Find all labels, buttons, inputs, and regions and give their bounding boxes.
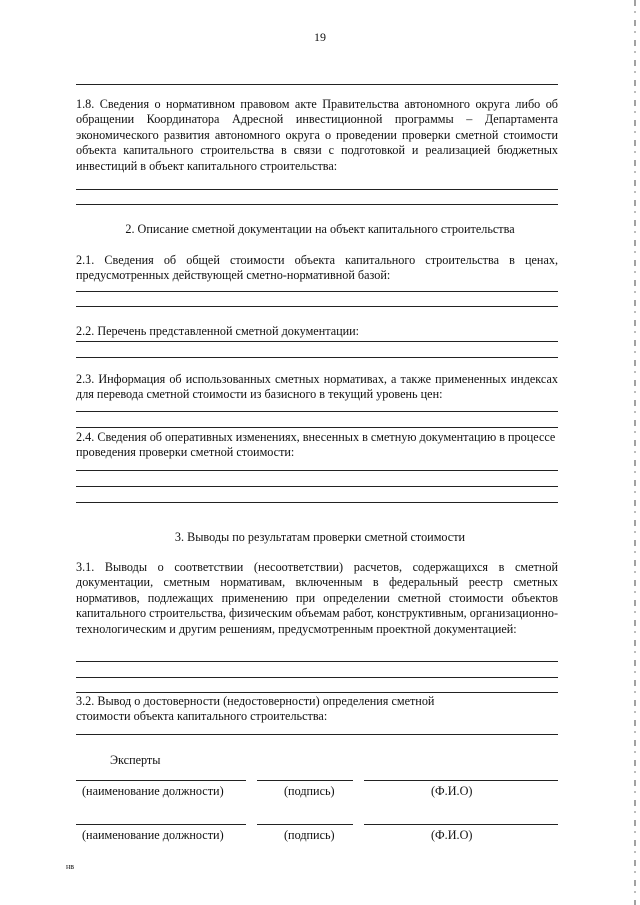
fill-line [76,357,558,358]
expert-name-label: (Ф.И.О) [431,828,473,842]
paragraph-2-1: 2.1. Сведения об общей стоимости объекта капитального строительства в ценах, предусмотренных действующей сметно-нормативной базой: [76,253,558,283]
experts-title: Эксперты [110,753,161,767]
signature-line [364,824,558,825]
signature-line [76,824,246,825]
fill-line [76,341,558,342]
paragraph-2-4: 2.4. Сведения об оперативных изменениях, внесенных в сметную документацию в процессе проведения проверки сметной стоимости: [76,430,556,460]
expert-position-label: (наименование должности) [82,784,224,798]
section-3-heading: 3. Выводы по результатам проверки сметной стоимости [174,530,466,544]
fill-line [76,486,558,487]
fill-line [76,470,558,471]
fill-line [76,677,558,678]
page-number: 19 [314,30,326,44]
signature-line [257,824,353,825]
fill-line [76,411,558,412]
paragraph-2-2: 2.2. Перечень представленной сметной документации: [76,324,360,338]
expert-signature-label: (подпись) [284,784,335,798]
paragraph-3-1: 3.1. Выводы о соответствии (несоответствии) расчетов, содержащихся в сметной документации, сметным нормативам, включенным в федеральный реестр сметных нормативов, подлежащих применению при определении сметной стоимости объектов капитального строительства, физическим объемам работ, конструктивным, организационно-технологическим и другим решениям, предусмотренным проектной документацией: [76,560,558,636]
fill-line [76,189,558,190]
fill-line [76,427,558,428]
fill-line [76,306,558,307]
paragraph-2-3: 2.3. Информация об использованных сметных нормативах, а также примененных индексах для перевода сметной стоимости из базисного в текущий уровень цен: [76,372,558,402]
fill-line [76,84,558,85]
fill-line [76,204,558,205]
fill-line [76,502,558,503]
fill-line [76,734,558,735]
scan-edge [634,0,636,905]
expert-name-label: (Ф.И.О) [431,784,473,798]
signature-line [76,780,246,781]
fill-line [76,291,558,292]
fill-line [76,661,558,662]
paragraph-1-8: 1.8. Сведения о нормативном правовом акте Правительства автономного округа либо об обращении Координатора Адресной инвестиционной программы – Департамента экономического развития автономного округа о проведении проверки сметной стоимости объекта капитального строительства в связи с подготовкой и реализацией бюджетных инвестиций в объект капитального строительства: [76,97,558,173]
paragraph-3-2: 3.2. Вывод о достоверности (недостоверности) определения сметной стоимости объекта капитального строительства: [76,694,435,724]
fill-line [76,692,558,693]
expert-signature-label: (подпись) [284,828,335,842]
section-2-heading: 2. Описание сметной документации на объект капитального строительства [125,222,515,236]
signature-line [364,780,558,781]
expert-position-label: (наименование должности) [82,828,224,842]
signature-line [257,780,353,781]
footer-mark: нв [66,862,75,871]
